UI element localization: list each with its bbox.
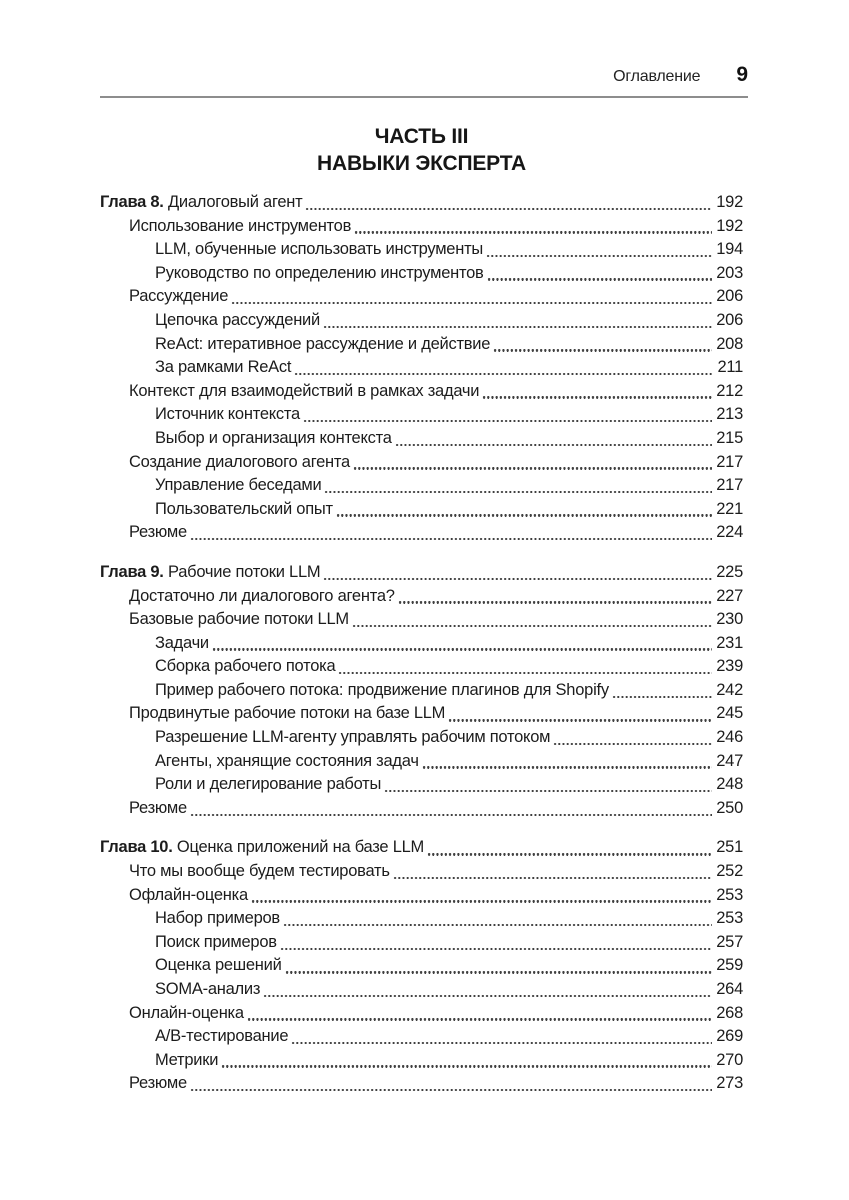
toc-entry-page-number: 206 (716, 310, 743, 329)
toc-entry-page-number: 246 (716, 728, 743, 747)
dot-leader (487, 278, 713, 280)
toc-entry (100, 797, 743, 821)
toc-entry-page-number: 194 (716, 240, 743, 259)
toc-entry-page-number: 269 (716, 1027, 743, 1046)
header-page-number: 9 (736, 63, 748, 86)
toc-group (100, 561, 743, 821)
dot-leader (251, 900, 712, 902)
toc-entry-title: Поиск примеров (155, 932, 277, 951)
toc-entry-title: ReAct: итеративное рассуждение и действие (155, 334, 491, 353)
toc-entry-title: Офлайн-оценка (129, 885, 248, 904)
toc-entry-title: Что мы вообще будем тестировать (129, 862, 390, 881)
toc-entry (100, 403, 743, 427)
toc-entry (100, 884, 743, 908)
dot-leader (482, 396, 712, 398)
toc-entry-page-number: 203 (716, 263, 743, 282)
toc-entry (100, 585, 743, 609)
toc-entry (100, 655, 743, 679)
dot-leader (486, 255, 712, 257)
toc-entry-page-number: 230 (716, 610, 743, 629)
dot-leader (393, 877, 713, 879)
toc-entry-page-number: 268 (716, 1003, 743, 1022)
toc-entry-title: За рамками ReAct (155, 358, 292, 377)
dot-leader (263, 995, 712, 997)
toc-entry-page-number: 252 (716, 862, 743, 881)
toc-entry-title: Использование инструментов (129, 216, 352, 235)
toc-entry (100, 262, 743, 286)
toc-entry-page-number: 253 (716, 909, 743, 928)
toc-entry-page-number: 239 (716, 657, 743, 676)
toc-entry (100, 726, 743, 750)
dot-leader (323, 326, 712, 328)
dot-leader (280, 948, 712, 950)
toc-entry-page-number: 192 (716, 193, 743, 211)
toc-entry-title: Руководство по определению инструментов (155, 263, 484, 282)
toc-entry-title: LLM, обученные использовать инструменты (155, 240, 484, 259)
toc-entry-title: Роли и делегирование работы (155, 775, 382, 794)
dot-leader (247, 1018, 712, 1020)
toc-entry-page-number: 225 (716, 562, 743, 581)
dot-leader (190, 1089, 712, 1091)
toc-entry-title: Разрешение LLM-агенту управлять рабочим потоком (155, 728, 551, 747)
dot-leader (395, 444, 713, 446)
dot-leader (427, 853, 712, 855)
toc-entry-title: Контекст для взаимодействий в рамках задачи (129, 381, 480, 400)
toc-entry (100, 1002, 743, 1026)
toc-entry (100, 285, 743, 309)
dot-leader (384, 790, 712, 792)
dot-leader (231, 302, 712, 304)
toc-entry-page-number: 208 (716, 334, 743, 353)
toc-entry-title: Метрики (155, 1050, 219, 1069)
dot-leader (353, 467, 712, 469)
toc-entry (100, 931, 743, 955)
toc-entry (100, 521, 743, 545)
dot-leader (324, 491, 712, 493)
toc-entry-page-number: 270 (716, 1050, 743, 1069)
dot-leader (448, 719, 712, 721)
toc-entry-page-number: 224 (716, 523, 743, 542)
toc-entry-title: Резюме (129, 523, 187, 542)
toc-entry (100, 860, 743, 884)
toc-entry-page-number: 259 (716, 956, 743, 975)
toc-entry-title: A/B-тестирование (155, 1027, 289, 1046)
dot-leader (612, 696, 712, 698)
dot-leader (398, 601, 713, 603)
toc-entry (100, 836, 743, 860)
toc-entry-page-number: 217 (716, 476, 743, 495)
toc-entry (100, 978, 743, 1002)
dot-leader (190, 538, 712, 540)
dot-leader (338, 672, 712, 674)
toc-entry-page-number: 264 (716, 980, 743, 998)
header-section-title: Оглавление (613, 68, 701, 85)
toc-entry (100, 608, 743, 632)
toc-entry (100, 356, 743, 380)
toc-entry-page-number: 213 (716, 405, 743, 424)
dot-leader (305, 208, 712, 210)
toc-entry (100, 215, 743, 239)
toc-entry-page-number: 250 (716, 798, 743, 817)
dot-leader (493, 349, 712, 351)
toc-entry-title: Глава 8. Диалоговый агент (100, 193, 303, 211)
toc-entry-title: Продвинутые рабочие потоки на базе LLM (129, 704, 446, 723)
toc-entry-title: Пример рабочего потока: продвижение плагинов для Shopify (155, 680, 609, 699)
toc-entry-title: Резюме (129, 1074, 187, 1093)
toc-entry-title: Агенты, хранящие состояния задач (155, 751, 419, 770)
chapter-number-prefix: Глава 8. (100, 193, 168, 211)
toc-entry (100, 750, 743, 774)
toc-entry (100, 451, 743, 475)
toc-entry (100, 679, 743, 703)
toc-entry (100, 702, 743, 726)
toc-entry-title: SOMA-анализ (155, 980, 261, 998)
toc-entry-page-number: 245 (716, 704, 743, 723)
toc-entry (100, 380, 743, 404)
toc-entry-title: Выбор и организация контекста (155, 428, 392, 447)
toc-entry-title: Рассуждение (129, 287, 229, 306)
toc-entry (100, 309, 743, 333)
toc-entry (100, 773, 743, 797)
toc-entry-title: Управление беседами (155, 476, 322, 495)
toc-entry (100, 561, 743, 585)
toc-entry-title: Сборка рабочего потока (155, 657, 336, 676)
toc-entry-page-number: 221 (716, 499, 743, 518)
toc-entry-title: Глава 10. Оценка приложений на базе LLM (100, 838, 425, 857)
toc-entry-title: Резюме (129, 798, 187, 817)
toc-entry-page-number: 253 (716, 885, 743, 904)
dot-leader (212, 648, 712, 650)
toc-entry-title: Цепочка рассуждений (155, 310, 320, 329)
toc-entry-title: Создание диалогового агента (129, 452, 350, 471)
toc-entry-page-number: 251 (716, 838, 743, 857)
dot-leader (336, 514, 712, 516)
toc-entry-title: Достаточно ли диалогового агента? (129, 586, 395, 605)
dot-leader (291, 1042, 712, 1044)
dot-leader (354, 231, 712, 233)
dot-leader (294, 373, 713, 375)
toc-entry (100, 907, 743, 931)
toc-entry (100, 474, 743, 498)
toc-entry-title: Оценка решений (155, 956, 282, 975)
toc-entry-title: Источник контекста (155, 405, 300, 424)
toc-entry (100, 632, 743, 656)
toc-entry-page-number: 248 (716, 775, 743, 794)
dot-leader (221, 1065, 712, 1067)
dot-leader (323, 578, 712, 580)
dot-leader (303, 420, 712, 422)
toc-group (100, 836, 743, 1096)
toc-entry (100, 427, 743, 451)
chapter-number-prefix: Глава 10. (100, 838, 177, 857)
toc-entry-title: Задачи (155, 633, 209, 652)
part-number: ЧАСТЬ III (374, 125, 469, 148)
toc-entry (100, 1025, 743, 1049)
toc-entry-title: Набор примеров (155, 909, 280, 928)
toc-entry (100, 954, 743, 978)
toc-entry-page-number: 212 (716, 381, 743, 400)
toc-entry-page-number: 231 (716, 633, 743, 652)
toc-entry-title: Базовые рабочие потоки LLM (129, 610, 349, 629)
toc-entry (100, 333, 743, 357)
toc-entry (100, 1049, 743, 1073)
page-header (100, 63, 748, 98)
dot-leader (352, 625, 712, 627)
toc-entry-page-number: 192 (716, 216, 743, 235)
dot-leader (283, 924, 712, 926)
toc-entry-page-number: 211 (717, 358, 743, 377)
toc (100, 191, 743, 1096)
part-name: НАВЫКИ ЭКСПЕРТА (317, 152, 526, 175)
toc-entry-page-number: 242 (716, 680, 743, 699)
toc-entry-page-number: 247 (716, 751, 743, 770)
toc-entry-page-number: 227 (716, 586, 743, 605)
toc-entry-page-number: 273 (716, 1074, 743, 1093)
dot-leader (553, 743, 712, 745)
toc-entry-title: Глава 9. Рабочие потоки LLM (100, 562, 321, 581)
chapter-number-prefix: Глава 9. (100, 562, 168, 581)
toc-entry-page-number: 215 (716, 428, 743, 447)
toc-entry (100, 238, 743, 262)
toc-entry-title: Онлайн-оценка (129, 1003, 244, 1022)
toc-entry (100, 498, 743, 522)
dot-leader (285, 971, 713, 973)
dot-leader (190, 814, 712, 816)
toc-entry (100, 1072, 743, 1096)
toc-entry-title: Пользовательский опыт (155, 499, 333, 518)
toc-entry-page-number: 257 (716, 932, 743, 951)
dot-leader (422, 766, 713, 768)
part-title (100, 123, 743, 177)
toc-entry-page-number: 206 (716, 287, 743, 306)
toc-entry (100, 191, 743, 215)
toc-entry-page-number: 217 (716, 452, 743, 471)
toc-group (100, 191, 743, 545)
